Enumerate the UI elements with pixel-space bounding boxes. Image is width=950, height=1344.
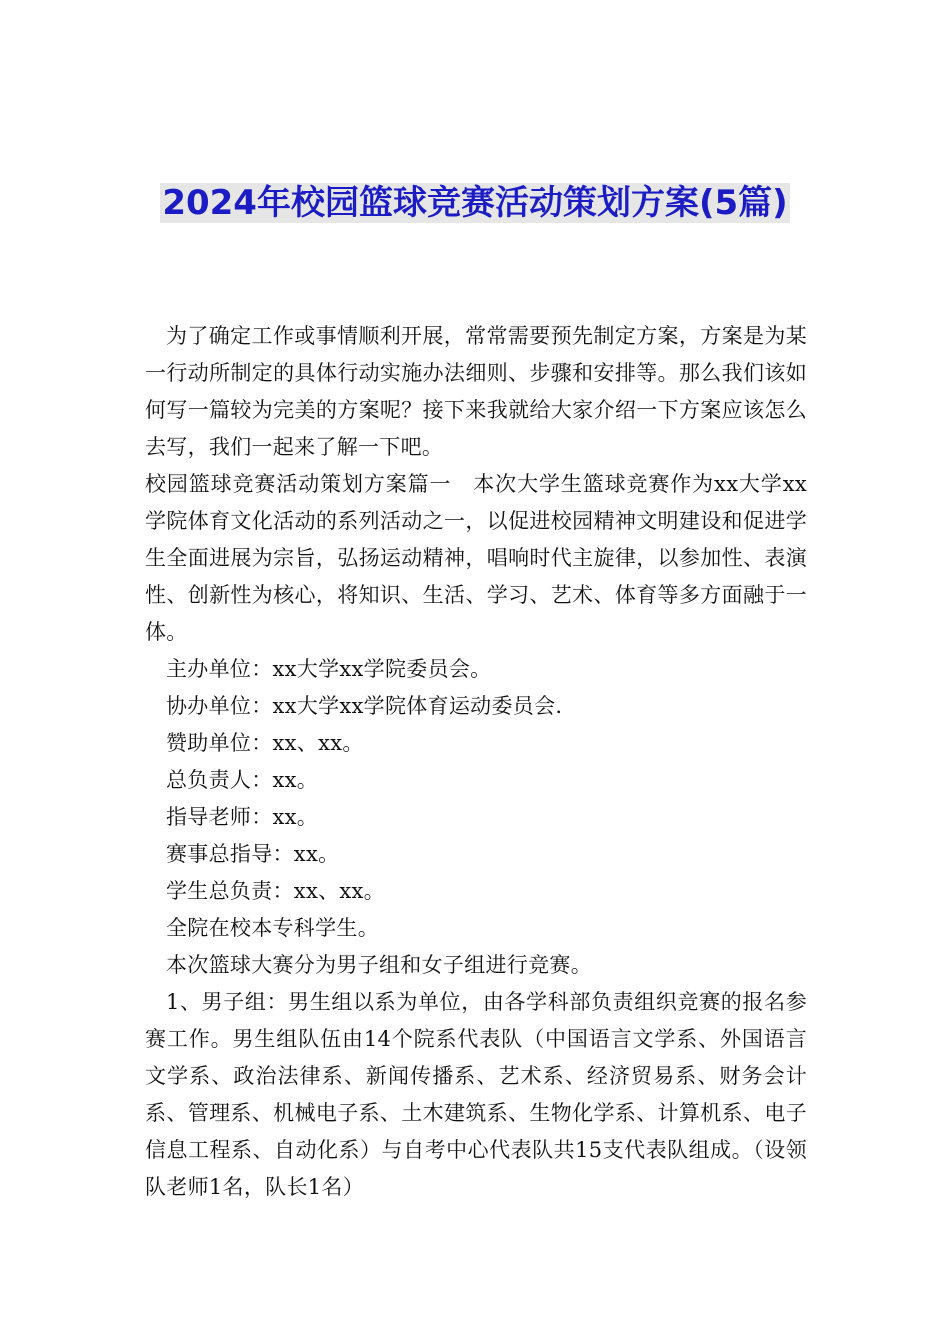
- mens-group-paragraph: 1、男子组：男生组以系为单位，由各学科部负责组织竞赛的报名参赛工作。男生组队伍由14个院系代表队（中国语言文学系、外国语言文学系、政治法律系、新闻传播系、艺术系、经济贸易系、财务会计系、管理系、机械电子系、土木建筑系、生物化学系、计算机系、电子信息工程系、自动化系）与自考中心代表队共15支代表队组成。（设领队老师1名，队长1名）: [145, 990, 807, 1199]
- event-director-line: 赛事总指导：xx。: [166, 842, 340, 866]
- sponsor-line: 赞助单位：xx、xx。: [166, 731, 364, 755]
- organizer-line: 主办单位：xx大学xx学院委员会。: [166, 657, 492, 681]
- section-one-paragraph: 校园篮球竞赛活动策划方案篇一 本次大学生篮球竞赛作为xx大学xx学院体育文化活动的系列活动之一，以促进校园精神文明建设和促进学生全面进展为宗旨，弘扬运动精神，唱响时代主旋律，以参加性、表演性、创新性为核心，将知识、生活、学习、艺术、体育等多方面融于一体。: [145, 472, 807, 644]
- intro-paragraph: 为了确定工作或事情顺利开展，常常需要预先制定方案，方案是为某一行动所制定的具体行动实施办法细则、步骤和安排等。那么我们该如何写一篇较为完美的方案呢？接下来我就给大家介绍一下方案应该怎么去写，我们一起来了解一下吧。: [145, 324, 807, 459]
- advisor-line: 指导老师：xx。: [166, 805, 319, 829]
- document-title: [145, 176, 805, 230]
- co-organizer-line: 协办单位：xx大学xx学院体育运动委员会.: [166, 694, 563, 718]
- document-title-text: 2024年校园篮球竞赛活动策划方案(5篇): [162, 183, 788, 223]
- participants-line: 全院在校本专科学生。: [166, 916, 379, 940]
- groups-line: 本次篮球大赛分为男子组和女子组进行竞赛。: [166, 953, 592, 977]
- document-body: [145, 318, 807, 1206]
- student-lead-line: 学生总负责：xx、xx。: [166, 879, 385, 903]
- chief-line: 总负责人：xx。: [166, 768, 319, 792]
